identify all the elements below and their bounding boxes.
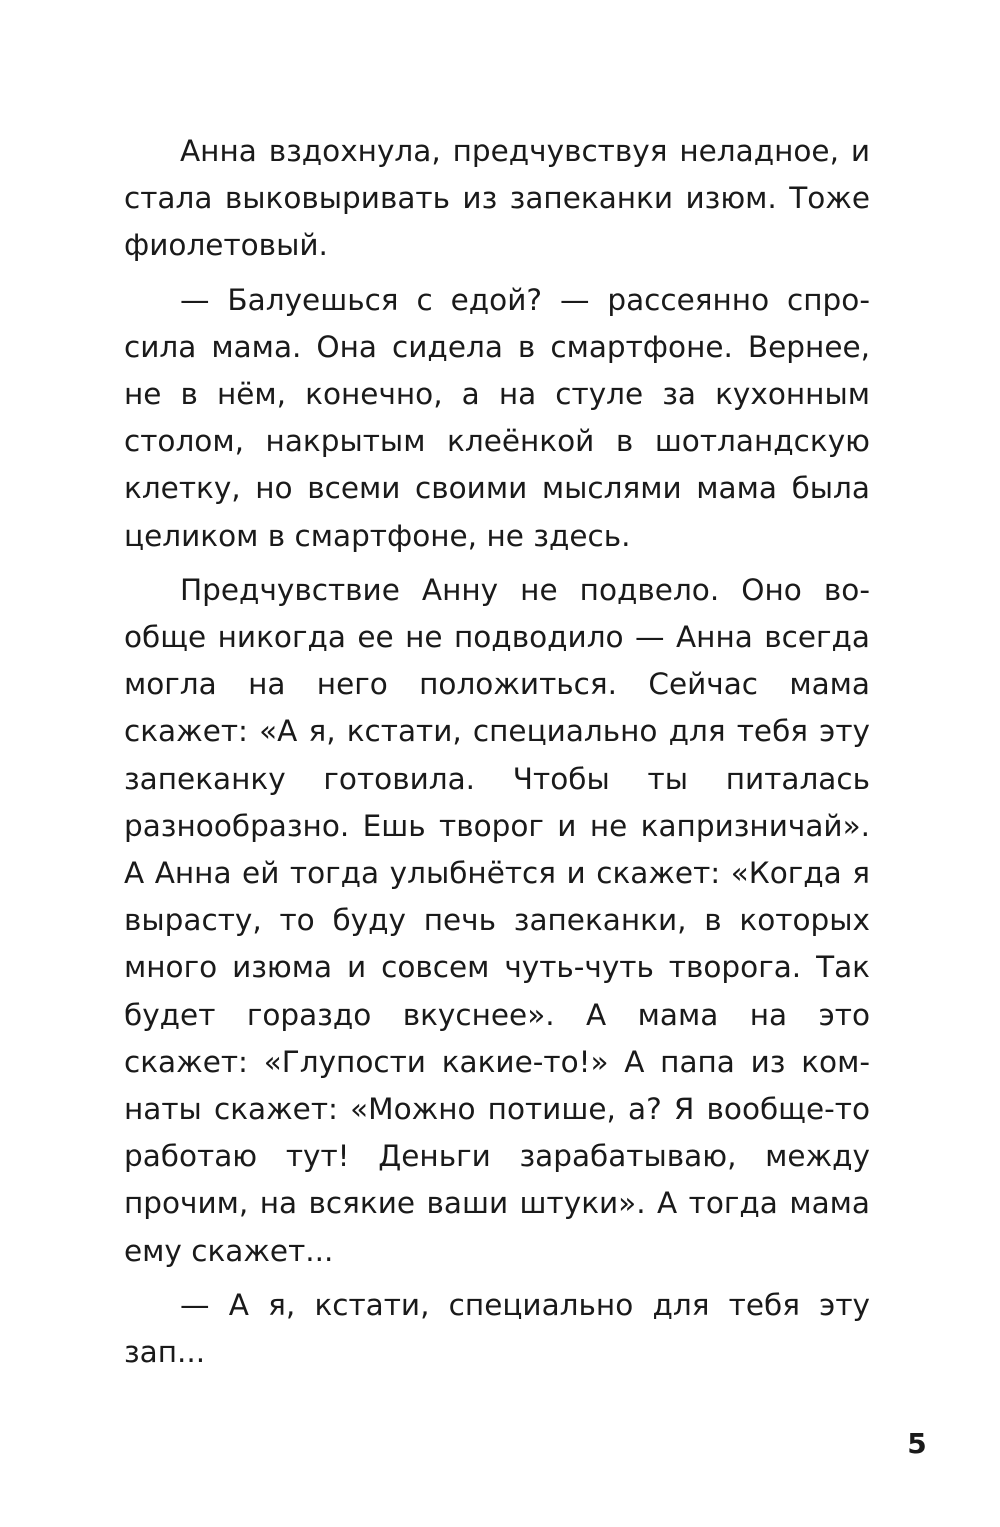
paragraph: — Балуешься с едой? — рассеянно спросила мама. Она сидела в смартфоне. Вернее, не в нём, конечно, а на стуле за кухонным столом, накрытым клеёнкой в шотландскую клетку, но всеми своими мыслями мама была целиком в смартфоне, не здесь. [124,282,870,553]
page-number: 5 [907,1427,927,1460]
body-text [124,128,870,1383]
paragraph: — А я, кстати, специально для тебя эту зап... [124,1287,870,1370]
paragraph: Предчувствие Анну не подвело. Оно вообще никогда ее не подводило — Анна всегда могла на него положиться. Сейчас мама скажет: «А я, кстати, специально для тебя эту запеканку готовила. Чтобы ты питалась разнообразно. Ешь творог и не капризничай». А Анна ей тогда улыбнётся и скажет: «Когда я вырасту, то буду печь запеканки, в которых много изюма и совсем чуть-чуть творога. Так будет гораздо вкуснее». А мама на это скажет: «Глупости какие-то!» А папа из комнаты скажет: «Можно потише, а? Я вообще-то работаю тут! Деньги зарабатываю, между прочим, на всякие ваши штуки». А тогда мама ему скажет... [124,572,870,1268]
paragraph: Анна вздохнула, предчувствуя неладное, и стала выковыривать из запеканки изюм. Тоже фиолетовый. [124,134,870,263]
